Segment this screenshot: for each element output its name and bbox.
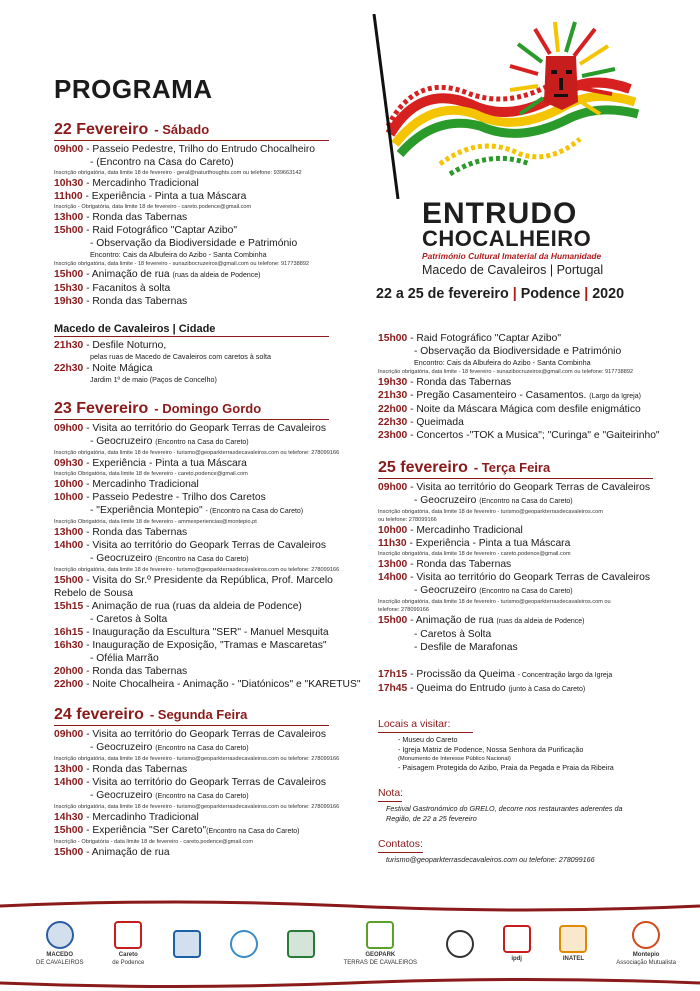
- sponsor-mark-icon: [446, 930, 474, 958]
- registration-note: Inscrição obrigatória, data limite 18 de fevereiro - turismo@geoparkterrasdecavaleiros.com ou telefone: 278099166: [54, 567, 340, 573]
- event-time: 15h00: [54, 825, 84, 836]
- event-text: - Visita ao território do Geopark Terras de Cavaleiros: [407, 572, 651, 583]
- event-time: 10h30: [54, 178, 84, 189]
- date-range: 22 a 25 de fevereiro: [376, 286, 513, 302]
- contatos-line[interactable]: turismo@geoparkterrasdecavaleiros.com ou telefone: 278099166: [386, 855, 595, 864]
- event-time: 15h00: [378, 615, 408, 626]
- event-row: [54, 190, 366, 203]
- registration-note: Inscrição Obrigatória, data limite 18 de fevereiro - careto.podence@gmail.com: [54, 471, 248, 477]
- event-time: 16h30: [54, 640, 84, 651]
- event-time: 22h30: [54, 363, 84, 374]
- sponsor-mark-icon: [503, 925, 531, 953]
- day-23-continued-events: [378, 332, 678, 442]
- day-25-events: [378, 481, 678, 696]
- day-22-events: [54, 143, 366, 308]
- event-subtext: - Ofélia Marrão: [90, 653, 159, 664]
- event-time: 21h30: [54, 340, 84, 351]
- date-separator: |: [584, 286, 593, 302]
- event-time: 13h00: [54, 764, 84, 775]
- event-time: 14h00: [54, 777, 84, 788]
- event-subline: [54, 652, 366, 665]
- registration-note: Inscrição obrigatória, data limite 18 de fevereiro - turismo@geoparkterrasdecavaleiros.com ou telefone: 278099166: [54, 804, 340, 810]
- day-heading-23: 23 Fevereiro - Domingo Gordo: [54, 400, 262, 417]
- sponsor-mark-icon: [366, 921, 394, 949]
- event-text: - Ronda das Tabernas: [83, 764, 188, 775]
- event-time: 09h30: [54, 458, 84, 469]
- nota-line: Festival Gastronómico do GRELO, decorre nos restaurantes aderentes da: [386, 804, 623, 813]
- event-row: [54, 177, 366, 190]
- event-text: - Facanitos à solta: [83, 283, 171, 294]
- registration-note: Inscrição obrigatória, data limite 18 de fevereiro - turismo@geoparkterrasdecavaleiros.com ou telefone: 278099166: [54, 450, 340, 456]
- event-detail: (Encontro na Casa do Careto): [155, 745, 249, 752]
- event-row: [54, 457, 366, 470]
- event-row: [378, 614, 678, 628]
- city-events: [54, 339, 366, 385]
- event-time: 23h00: [378, 430, 408, 441]
- event-text: - Mercadinho Tradicional: [83, 178, 199, 189]
- event-text: - Experiência - Pinta a tua Máscara: [82, 191, 247, 202]
- event-subline: [54, 789, 366, 803]
- event-subtext: - Observação da Biodiversidade e Património: [414, 346, 622, 357]
- event-detail: (ruas da aldeia de Podence): [496, 618, 585, 625]
- event-text: - Animação de rua: [83, 269, 173, 280]
- event-time: 09h00: [54, 423, 84, 434]
- event-text: - Passeio Pedestre - Trilho dos Caretos: [83, 492, 266, 503]
- registration-note: Inscrição obrigatória, data limite 18 de fevereiro - turismo@geoparkterrasdecavaleiros.com ou telefone: 278099166: [54, 756, 340, 762]
- event-row: [54, 678, 366, 691]
- event-time: 22h30: [378, 417, 408, 428]
- sponsor-subname: de Podence: [112, 960, 145, 966]
- event-subtext: - Geocruzeiro: [414, 495, 480, 506]
- sponsor-logos: [36, 914, 676, 974]
- sponsor-mark-icon: [230, 930, 258, 958]
- sponsor-subname: DE CAVALEIROS: [36, 960, 84, 966]
- event-time: 20h00: [54, 666, 84, 677]
- event-subtext: - Geocruzeiro: [90, 742, 156, 753]
- registration-note: Inscrição - Obrigatória - data limite 18 de fevereiro - careto.podence@gmail.com: [54, 839, 254, 845]
- event-time: 22h00: [378, 404, 408, 415]
- event-time: 13h00: [54, 212, 84, 223]
- event-detail: (Encontro na Casa do Careto): [479, 588, 573, 595]
- event-text: - Ronda das Tabernas: [83, 666, 188, 677]
- sponsor-mark-icon: [114, 921, 142, 949]
- event-row: [54, 268, 366, 282]
- event-subline: [378, 641, 678, 654]
- festival-brand: [422, 197, 682, 278]
- event-text: - Ronda das Tabernas: [83, 212, 188, 223]
- event-detail: (Encontro na Casa do Careto): [206, 828, 300, 835]
- event-text: - Passeio Pedestre, Trilho do Entrudo Chocalheiro: [83, 144, 316, 155]
- event-text: - Queimada: [407, 417, 464, 428]
- event-text: - Animação de rua (ruas da aldeia de Podence): [83, 601, 302, 612]
- event-subline: [54, 741, 366, 755]
- event-row: [378, 571, 678, 584]
- contatos-title: Contatos:: [378, 838, 423, 850]
- event-meeting-point: Jardim 1º de maio (Paços de Concelho): [90, 375, 217, 384]
- event-time: 17h15: [378, 669, 408, 680]
- sponsor-logo: [616, 921, 676, 967]
- event-text: - Experiência - Pinta a tua Máscara: [406, 538, 571, 549]
- event-time: 22h00: [54, 679, 84, 690]
- sponsor-logo: [446, 930, 474, 958]
- sponsor-mark-icon: [46, 921, 74, 949]
- event-text: - Ronda das Tabernas: [407, 559, 512, 570]
- date-separator: |: [512, 286, 521, 302]
- sponsor-mark-icon: [287, 930, 315, 958]
- registration-note: Inscrição obrigatória, data limite 18 de fevereiro - turismo@geoparkterrasdecavaleiros.com: [378, 509, 603, 515]
- event-subline: [54, 613, 366, 626]
- event-time: 09h00: [54, 144, 84, 155]
- event-subtext: - Geocruzeiro: [90, 790, 156, 801]
- event-subtext: - Desfile de Marafonas: [414, 642, 518, 653]
- registration-note: Inscrição - Obrigatória, data limite 18 de fevereiro - careto.podence@gmail.com: [54, 204, 252, 210]
- event-row: [378, 429, 678, 442]
- event-row: [54, 728, 366, 741]
- day-24-events: [54, 728, 366, 859]
- brand-title-line2: CHOCALHEIRO: [422, 226, 592, 251]
- event-row: [54, 824, 366, 838]
- registration-note: Inscrição obrigatória, data limite 18 de fevereiro - turismo@geoparkterrasdecavaleiros.com ou: [378, 599, 611, 605]
- event-meeting-point: pelas ruas de Macedo de Cavaleiros com caretos à solta: [90, 352, 271, 361]
- event-subtext: - (Encontro na Casa do Careto): [90, 157, 234, 168]
- event-continuation: Rebelo de Sousa: [54, 588, 134, 599]
- event-time: 10h00: [378, 525, 408, 536]
- event-text: - Ronda das Tabernas: [83, 296, 188, 307]
- event-text: - Animação de rua: [407, 615, 497, 626]
- festival-logo-art: [360, 14, 650, 199]
- event-text: - Ronda das Tabernas: [407, 377, 512, 388]
- event-subline: [54, 237, 366, 250]
- brand-location: Macedo de Cavaleiros | Portugal: [422, 263, 604, 277]
- event-text: - Noite da Máscara Mágica com desfile enigmático: [407, 404, 641, 415]
- event-subtext: - Geocruzeiro: [90, 553, 156, 564]
- event-text: - Experiência - Pinta a tua Máscara: [83, 458, 247, 469]
- event-time: 15h00: [378, 333, 408, 344]
- event-time: 15h00: [54, 225, 84, 236]
- event-row: [54, 143, 366, 156]
- event-text: - Mercadinho Tradicional: [407, 525, 523, 536]
- event-detail: - Concentração largo da Igreja: [517, 672, 613, 679]
- sponsor-name: Careto: [118, 952, 138, 958]
- registration-note: Inscrição obrigatória, data limite 18 de fevereiro - geral@naturthoughts.com ou telefone: 939663142: [54, 170, 302, 176]
- event-row: [378, 558, 678, 571]
- event-detail: (ruas da aldeia de Podence): [172, 272, 261, 279]
- sponsor-logo: [344, 921, 417, 967]
- sponsor-mark-icon: [632, 921, 660, 949]
- event-row: [54, 763, 366, 776]
- event-row: [54, 574, 366, 587]
- event-detail: (Encontro na Casa do Careto): [155, 439, 249, 446]
- registration-note: Inscrição Obrigatória, data limite 18 de fevereiro - ammexperiencias@montepio.pt: [54, 519, 257, 525]
- event-time: 10h00: [54, 479, 84, 490]
- event-text: - Visita ao território do Geopark Terras de Cavaleiros: [83, 729, 327, 740]
- registration-note: Inscrição obrigatória, data limite - 18 fevereiro - sunazibocruzeiros@gmail.com ou telefone: 917738892: [54, 261, 310, 267]
- sponsor-logo: [503, 925, 531, 963]
- locais-list: [378, 735, 678, 773]
- event-subtext: - Caretos à Solta: [90, 614, 168, 625]
- event-row: [54, 224, 366, 237]
- sponsor-name: GEOPARK: [365, 952, 396, 958]
- event-text: - Mercadinho Tradicional: [83, 479, 199, 490]
- event-row: [54, 282, 366, 295]
- registration-note: Inscrição obrigatória, data limite 18 de fevereiro - careto.podence@gmail.com: [378, 551, 571, 557]
- sponsor-logo: [230, 930, 258, 958]
- event-row: [54, 295, 366, 308]
- sponsor-mark-icon: [559, 925, 587, 953]
- date-year: 2020: [592, 286, 625, 302]
- brand-subtitle: Património Cultural Imaterial da Humanidade: [422, 251, 602, 261]
- event-row: [54, 600, 366, 613]
- event-time: 15h15: [54, 601, 84, 612]
- sponsor-subname: Associação Mutualista: [616, 960, 676, 966]
- event-text: - Mercadinho Tradicional: [83, 812, 199, 823]
- event-time: 09h00: [54, 729, 84, 740]
- event-time: 17h45: [378, 683, 408, 694]
- event-time: 19h30: [378, 377, 408, 388]
- sponsor-subname: TERRAS DE CAVALEIROS: [343, 960, 418, 966]
- event-subline: [378, 584, 678, 598]
- event-time: 09h00: [378, 482, 408, 493]
- event-meeting-point: Encontro: Cais da Albufeira do Azibo - Santa Combinha: [414, 358, 591, 367]
- event-subtext: - Caretos à Solta: [414, 629, 492, 640]
- registration-note: ou telefone: 278099166: [378, 517, 437, 523]
- sponsor-logo: [112, 921, 144, 967]
- event-row: [378, 537, 678, 550]
- sponsor-logo: [36, 921, 83, 967]
- sponsor-name: ipdj: [511, 956, 522, 962]
- spacer: [378, 654, 678, 668]
- event-row: [54, 846, 366, 859]
- schedule-left-column: [54, 120, 366, 859]
- day-23-events: [54, 422, 366, 691]
- locais-title: Locais a visitar:: [378, 718, 451, 730]
- event-text: - Ronda das Tabernas: [83, 527, 188, 538]
- event-subline: [378, 345, 678, 358]
- event-text: - Visita ao território do Geopark Terras de Cavaleiros: [407, 482, 651, 493]
- event-row: [378, 481, 678, 494]
- event-time: 16h15: [54, 627, 84, 638]
- event-row: [378, 389, 678, 403]
- event-text: - Inauguração da Escultura "SER" - Manuel Mesquita: [83, 627, 329, 638]
- sponsor-logo: [287, 930, 315, 958]
- event-detail: (Encontro na Casa do Careto): [479, 498, 573, 505]
- event-detail: (Encontro na Casa do Careto): [155, 556, 249, 563]
- event-detail: - (Encontro na Casa do Careto): [205, 508, 304, 515]
- event-subline: [54, 504, 366, 518]
- event-subline: [54, 156, 366, 169]
- nota-title: Nota:: [378, 787, 404, 799]
- event-text: - Concertos -"TOK a Musica"; "Curinga" e "Gaiteirinho": [407, 430, 660, 441]
- nota-text: [378, 804, 678, 824]
- event-time: 10h00: [54, 492, 84, 503]
- event-time: 15h00: [54, 575, 84, 586]
- event-detail: (junto à Casa do Careto): [508, 686, 586, 693]
- event-text: - Animação de rua: [83, 847, 170, 858]
- event-row: [378, 332, 678, 345]
- event-row: [378, 668, 678, 682]
- event-row: [54, 362, 366, 375]
- event-text: - Visita ao território do Geopark Terras de Cavaleiros: [83, 540, 327, 551]
- locais-item: - Igreja Matriz de Podence, Nossa Senhora da Purificação: [398, 745, 584, 754]
- event-text: - Raid Fotográfico "Captar Azibo": [83, 225, 238, 236]
- event-row: [378, 376, 678, 389]
- registration-note: telefone: 278099166: [378, 607, 430, 613]
- locais-item: (Monumento de Interesse Público Nacional): [398, 756, 511, 762]
- registration-note: Inscrição obrigatória, data limite - 18 fevereiro - sunazibocruzeiros@gmail.com ou telefone: 917738892: [378, 369, 634, 375]
- event-text: - Noite Chocalheira - Animação - "Diatónicos" e "KARETUS": [83, 679, 361, 690]
- page-title: PROGRAMA: [54, 74, 213, 104]
- event-text: - Procissão da Queima: [407, 669, 518, 680]
- event-subtext: - Geocruzeiro: [414, 585, 480, 596]
- event-detail: (Encontro na Casa do Careto): [155, 793, 249, 800]
- event-row: [54, 639, 366, 652]
- event-row: [378, 682, 678, 696]
- event-time: 13h00: [378, 559, 408, 570]
- event-time: 15h00: [54, 847, 84, 858]
- event-text: - Desfile Noturno,: [83, 340, 167, 351]
- event-text: - Visita ao território do Geopark Terras de Cavaleiros: [83, 777, 327, 788]
- event-text: - Visita ao território do Geopark Terras de Cavaleiros: [83, 423, 327, 434]
- event-text: - Raid Fotográfico "Captar Azibo": [407, 333, 562, 344]
- event-subtext: - Geocruzeiro: [90, 436, 156, 447]
- festival-dates: [376, 286, 624, 302]
- event-text: - Visita do Sr.º Presidente da República, Prof. Marcelo: [83, 575, 333, 586]
- event-subtext: - "Experiência Montepio": [90, 505, 206, 516]
- event-time: 14h30: [54, 812, 84, 823]
- day-heading-22: 22 Fevereiro - Sábado: [54, 121, 210, 138]
- event-text: - Pregão Casamenteiro - Casamentos.: [407, 390, 590, 401]
- day-heading-25: 25 fevereiro - Terça Feira: [378, 459, 551, 476]
- event-row: [378, 403, 678, 416]
- event-row: [54, 811, 366, 824]
- event-row: [378, 416, 678, 429]
- event-row: [54, 665, 366, 678]
- locais-item: - Paisagem Protegida do Azibo, Praia da Pegada e Praia da Ribeira: [398, 763, 614, 772]
- event-row: [378, 524, 678, 537]
- event-meeting-point: Encontro: Cais da Albufeira do Azibo - Santa Combinha: [90, 250, 267, 259]
- event-time: 15h00: [54, 269, 84, 280]
- sponsor-name: INATEL: [562, 956, 585, 962]
- event-subline: [54, 435, 366, 449]
- event-subline: [378, 494, 678, 508]
- event-row: [54, 776, 366, 789]
- event-time: 13h00: [54, 527, 84, 538]
- event-row: [54, 526, 366, 539]
- event-row: [54, 491, 366, 504]
- locais-item: - Museu do Careto: [398, 735, 458, 744]
- event-text: - Noite Mágica: [83, 363, 153, 374]
- nota-line: Região, de 22 a 25 fevereiro: [386, 814, 477, 823]
- event-row: [54, 626, 366, 639]
- event-time: 11h30: [378, 538, 407, 549]
- event-time: 14h00: [378, 572, 408, 583]
- event-row: [54, 478, 366, 491]
- event-row: [54, 211, 366, 224]
- event-detail: (Largo da Igreja): [589, 393, 641, 400]
- date-place: Podence: [520, 286, 585, 302]
- event-text: - Inauguração de Exposição, "Tramas e Mascaretas": [83, 640, 327, 651]
- brand-title-line1: ENTRUDO: [422, 197, 578, 230]
- event-text: - Queima do Entrudo: [407, 683, 509, 694]
- event-subline: [54, 552, 366, 566]
- event-time: 15h30: [54, 283, 84, 294]
- event-time: 21h30: [378, 390, 408, 401]
- event-row: [54, 539, 366, 552]
- event-text: - Experiência "Ser Careto": [83, 825, 207, 836]
- event-time: 11h00: [54, 191, 83, 202]
- sponsor-mark-icon: [173, 930, 201, 958]
- event-time: 19h30: [54, 296, 84, 307]
- city-heading: Macedo de Cavaleiros | Cidade: [54, 323, 216, 335]
- event-row: [54, 339, 366, 352]
- sponsor-logo: [559, 925, 587, 963]
- sponsor-logo: [173, 930, 201, 958]
- event-subtext: - Observação da Biodiversidade e Património: [90, 238, 298, 249]
- schedule-right-column: [378, 332, 678, 865]
- event-time: 14h00: [54, 540, 84, 551]
- sponsor-name: Montepio: [632, 952, 660, 958]
- event-subline: [378, 628, 678, 641]
- day-heading-24: 24 fevereiro - Segunda Feira: [54, 706, 248, 723]
- sponsor-name: MACEDO: [46, 952, 74, 958]
- event-row: [54, 422, 366, 435]
